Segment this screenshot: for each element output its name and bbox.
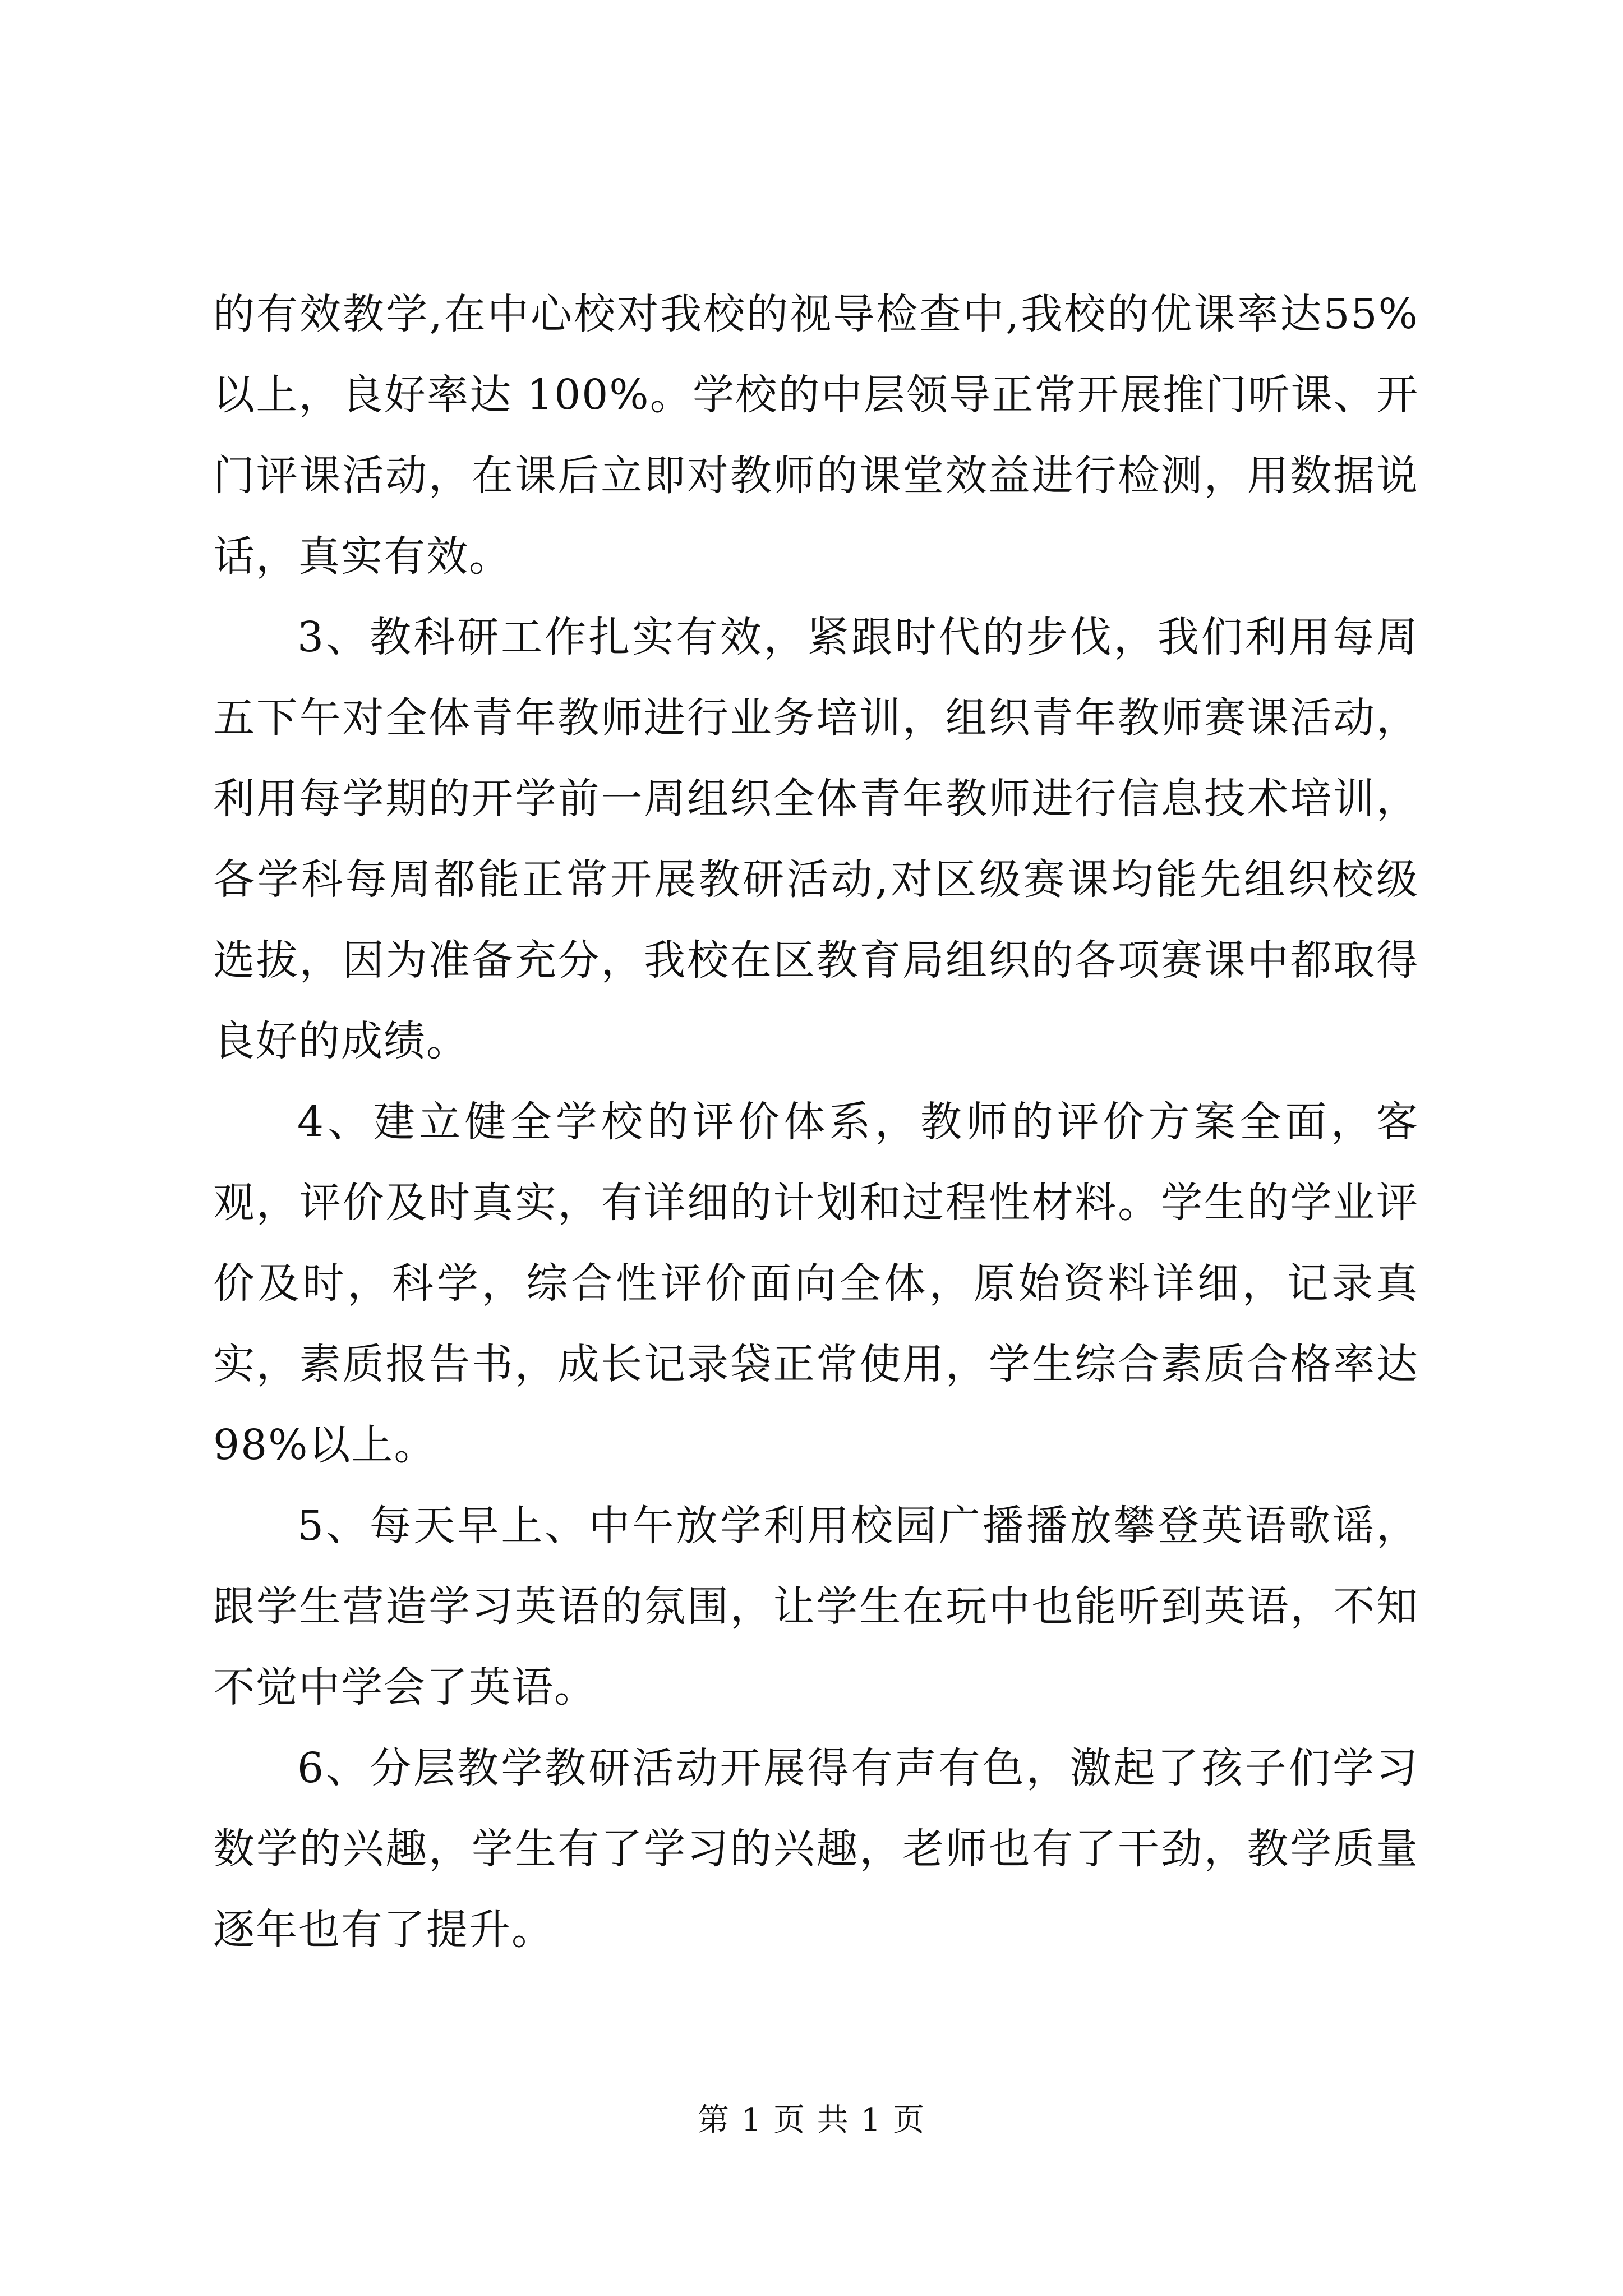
paragraph-item-5: 5、每天早上、中午放学利用校园广播播放攀登英语歌谣，跟学生营造学习英语的氛围，让学生在玩中也能听到英语，不知不觉中学会了英语。 [213, 1502, 1419, 1711]
page-number-footer: 第 1 页 共 1 页 [697, 2102, 926, 2138]
paragraph-item-3: 3、教科研工作扎实有效，紧跟时代的步伐，我们利用每周五下午对全体青年教师进行业务培训，组织青年教师赛课活动，利用每学期的开学前一周组织全体青年教师进行信息技术培训，各学科每周都能正常开展教研活动,对区级赛课均能先组织校级选拔，因为准备充分，我校在区教育局组织的各项赛课中都取得良好的成绩。 [213, 613, 1419, 1065]
document-body [213, 274, 1419, 1970]
paragraph-item-6: 6、分层教学教研活动开展得有声有色，激起了孩子们学习数学的兴趣，学生有了学习的兴趣，老师也有了干劲，教学质量逐年也有了提升。 [213, 1744, 1419, 1954]
paragraph-continuation: 的有效教学,在中心校对我校的视导检查中,我校的优课率达55%以上，良好率达 100%。学校的中层领导正常开展推门听课、开门评课活动，在课后立即对教师的课堂效益进行检测，用数据说话，真实有效。 [213, 290, 1419, 581]
paragraph-item-4: 4、建立健全学校的评价体系，教师的评价方案全面，客观，评价及时真实，有详细的计划和过程性材料。学生的学业评价及时，科学，综合性评价面向全体，原始资料详细，记录真实，素质报告书，成长记录袋正常使用，学生综合素质合格率达 98%以上。 [213, 1098, 1419, 1469]
